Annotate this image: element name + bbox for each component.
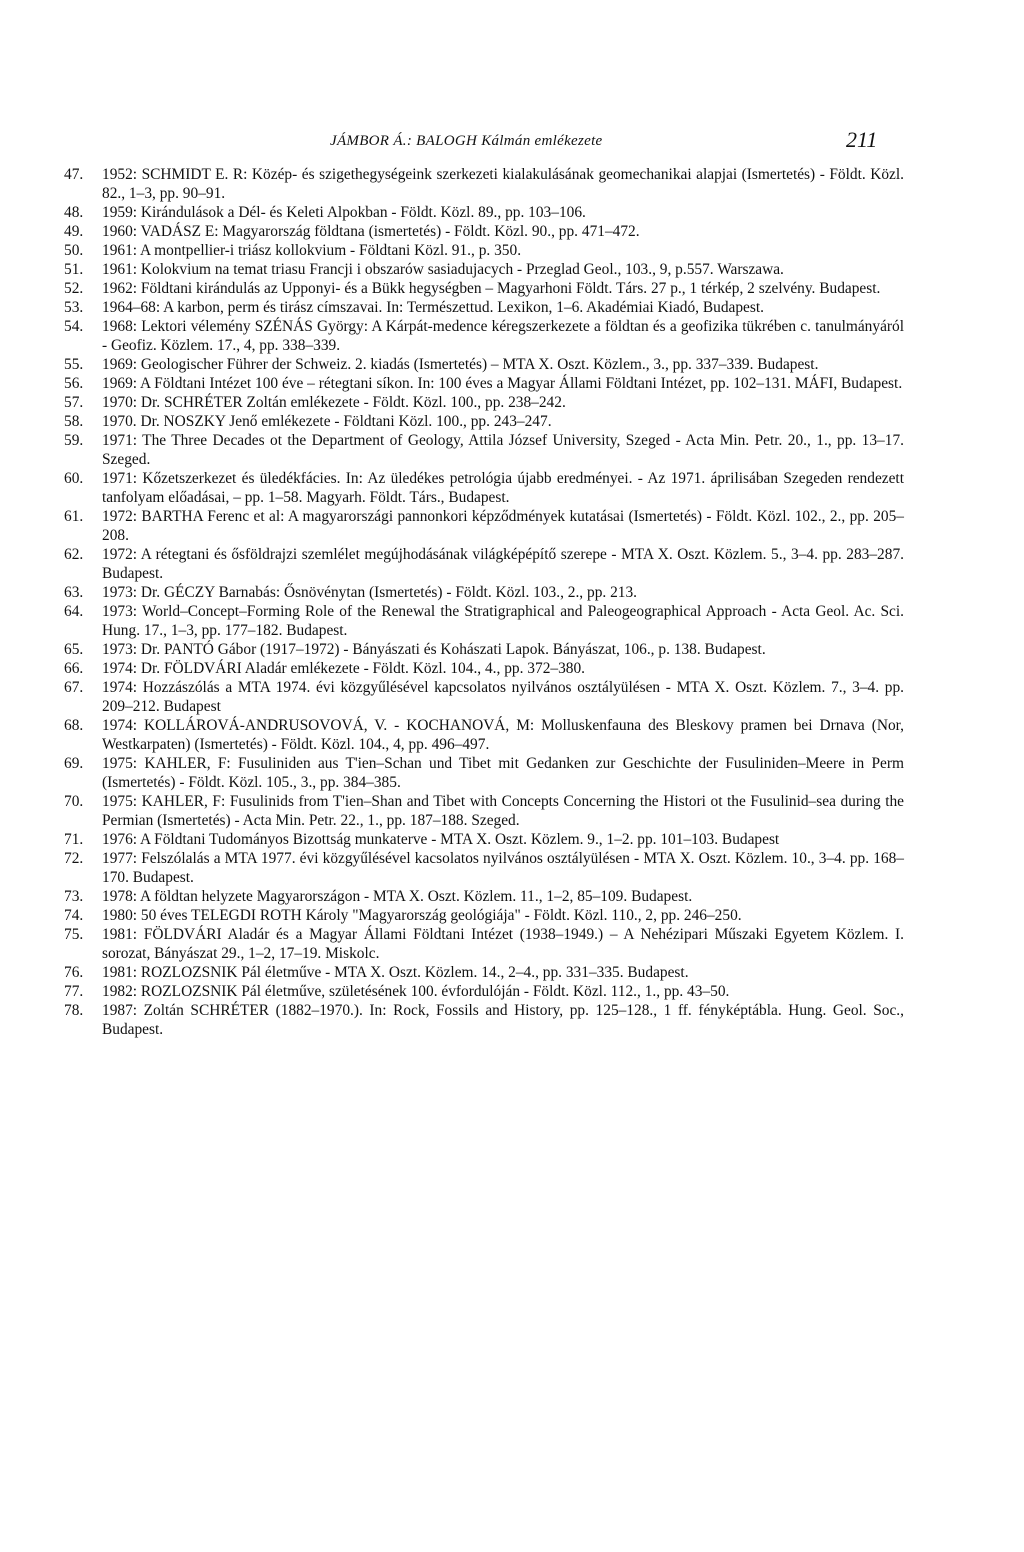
reference-number: 55.	[64, 356, 84, 373]
reference-number: 72.	[64, 850, 84, 867]
reference-number: 61.	[64, 508, 84, 525]
reference-item	[64, 830, 904, 849]
reference-text: 1972: A rétegtani és ősföldrajzi szemlélet megújhodásának világképépítő szerepe - MTA X. Oszt. Közlem. 5., 3–4. pp. 283–287. Budapest.	[102, 546, 904, 582]
reference-number: 56.	[64, 375, 84, 392]
reference-item	[64, 678, 904, 716]
reference-number: 62.	[64, 546, 84, 563]
reference-number: 57.	[64, 394, 84, 411]
reference-number: 58.	[64, 413, 84, 430]
reference-number: 52.	[64, 280, 84, 297]
reference-text: 1961: Kolokvium na temat triasu Francji i obszarów sasiadujacych - Przeglad Geol., 103., 9, p.557. Warszawa.	[102, 261, 784, 278]
reference-text: 1975: KAHLER, F: Fusuliniden aus T'ien–Schan und Tibet mit Gedanken zur Geschichte der Fusuliniden–Meere in Perm (Ismertetés) - Földt. Közl. 105., 3., pp. 384–385.	[102, 755, 904, 791]
reference-text: 1982: ROZLOZSNIK Pál életműve, születésének 100. évfordulóján - Földt. Közl. 112., 1., pp. 43–50.	[102, 983, 730, 1000]
reference-text: 1952: SCHMIDT E. R: Közép- és szigethegységeink szerkezeti kialakulásának geomechanikai alapjai (Ismertetés) - Földt. Közl. 82., 1–3, pp. 90–91.	[102, 166, 904, 202]
reference-item	[64, 374, 904, 393]
reference-text: 1969: A Földtani Intézet 100 éve – rétegtani síkon. In: 100 éves a Magyar Állami Földtani Intézet, pp. 102–131. MÁFI, Budapest.	[102, 375, 903, 392]
reference-number: 50.	[64, 242, 84, 259]
reference-number: 78.	[64, 1002, 84, 1019]
reference-item	[64, 716, 904, 754]
reference-item	[64, 602, 904, 640]
reference-text: 1977: Felszólalás a MTA 1977. évi közgyűlésével kacsolatos nyilvános osztályülésen - MTA X. Oszt. Közlem. 10., 3–4. pp. 168–170. Budapest.	[102, 850, 904, 886]
reference-number: 47.	[64, 166, 84, 183]
reference-item	[64, 887, 904, 906]
reference-item	[64, 203, 904, 222]
reference-text: 1971: Kőzetszerkezet és üledékfácies. In: Az üledékes petrológia újabb eredményei. - Az 1971. áprilisában Szegeden rendezett tanfolyam előadásai, – pp. 1–58. Magyarh. Földt. Társ., Budapest.	[102, 470, 904, 506]
reference-number: 69.	[64, 755, 84, 772]
reference-number: 60.	[64, 470, 84, 487]
reference-item	[64, 849, 904, 887]
running-header	[0, 127, 1024, 157]
reference-text: 1968: Lektori vélemény SZÉNÁS György: A Kárpát-medence kéregszerkezete a földtan és a geofizika tükrében c. tanulmányáról - Geofiz. Közlem. 17., 4, pp. 338–339.	[102, 318, 904, 354]
reference-item	[64, 279, 904, 298]
reference-text: 1973: World–Concept–Forming Role of the Renewal the Stratigraphical and Paleogeographical Approach - Acta Geol. Ac. Sci. Hung. 17., 1–3, pp. 177–182. Budapest.	[102, 603, 904, 639]
reference-item	[64, 640, 904, 659]
reference-number: 66.	[64, 660, 84, 677]
reference-number: 70.	[64, 793, 84, 810]
reference-text: 1962: Földtani kirándulás az Upponyi- és a Bükk hegységben – Magyarhoni Földt. Társ. 27 p., 1 térkép, 2 szelvény. Budapest.	[102, 280, 881, 297]
reference-item	[64, 355, 904, 374]
reference-text: 1971: The Three Decades ot the Department of Geology, Attila József University, Szeged - Acta Min. Petr. 20., 1., pp. 13–17. Szeged.	[102, 432, 904, 468]
reference-text: 1972: BARTHA Ferenc et al: A magyarországi pannonkori képződmények kutatásai (Ismertetés) - Földt. Közl. 102., 2., pp. 205–208.	[102, 508, 904, 544]
reference-item	[64, 982, 904, 1001]
reference-item	[64, 659, 904, 678]
reference-item	[64, 545, 904, 583]
reference-text: 1973: Dr. GÉCZY Barnabás: Ősnövénytan (Ismertetés) - Földt. Közl. 103., 2., pp. 213.	[102, 584, 638, 601]
reference-number: 51.	[64, 261, 84, 278]
reference-number: 74.	[64, 907, 84, 924]
reference-number: 48.	[64, 204, 84, 221]
reference-text: 1981: ROZLOZSNIK Pál életműve - MTA X. Oszt. Közlem. 14., 2–4., pp. 331–335. Budapest.	[102, 964, 689, 981]
reference-text: 1973: Dr. PANTÓ Gábor (1917–1972) - Bányászati és Kohászati Lapok. Bányászat, 106., p. 138. Budapest.	[102, 641, 766, 658]
reference-item	[64, 507, 904, 545]
reference-text: 1975: KAHLER, F: Fusulinids from T'ien–Shan and Tibet with Concepts Concerning the Histori ot the Fusulinid–sea during the Permian (Ismertetés) - Acta Min. Petr. 22., 1., pp. 187–188. Szeged.	[102, 793, 904, 829]
reference-number: 59.	[64, 432, 84, 449]
reference-number: 64.	[64, 603, 84, 620]
reference-number: 73.	[64, 888, 84, 905]
reference-item	[64, 754, 904, 792]
reference-item	[64, 393, 904, 412]
reference-text: 1974: KOLLÁROVÁ-ANDRUSOVOVÁ, V. - KOCHANOVÁ, M: Molluskenfauna des Bleskovy pramen bei Drnava (Nor, Westkarpaten) (Ismertetés) - Földt. Közl. 104., 4, pp. 496–497.	[102, 717, 904, 753]
reference-item	[64, 792, 904, 830]
header-title: JÁMBOR Á.: BALOGH Kálmán emlékezete	[330, 133, 603, 149]
reference-item	[64, 925, 904, 963]
reference-item	[64, 412, 904, 431]
reference-item	[64, 583, 904, 602]
reference-number: 76.	[64, 964, 84, 981]
reference-text: 1961: A montpellier-i triász kollokvium - Földtani Közl. 91., p. 350.	[102, 242, 522, 259]
reference-item	[64, 906, 904, 925]
reference-item	[64, 431, 904, 469]
reference-number: 53.	[64, 299, 84, 316]
reference-list	[64, 165, 904, 1039]
reference-number: 67.	[64, 679, 84, 696]
reference-text: 1976: A Földtani Tudományos Bizottság munkaterve - MTA X. Oszt. Közlem. 9., 1–2. pp. 101–103. Budapest	[102, 831, 780, 848]
reference-number: 71.	[64, 831, 84, 848]
reference-text: 1980: 50 éves TELEGDI ROTH Károly "Magyarország geológiája" - Földt. Közl. 110., 2, pp. 246–250.	[102, 907, 742, 924]
reference-text: 1969: Geologischer Führer der Schweiz. 2. kiadás (Ismertetés) – MTA X. Oszt. Közlem., 3., pp. 337–339. Budapest.	[102, 356, 819, 373]
page-number: 211	[846, 127, 878, 152]
reference-number: 63.	[64, 584, 84, 601]
reference-item	[64, 469, 904, 507]
reference-item	[64, 241, 904, 260]
reference-text: 1974: Dr. FÖLDVÁRI Aladár emlékezete - Földt. Közl. 104., 4., pp. 372–380.	[102, 660, 586, 677]
reference-text: 1970. Dr. NOSZKY Jenő emlékezete - Földtani Közl. 100., pp. 243–247.	[102, 413, 552, 430]
reference-item	[64, 963, 904, 982]
reference-item	[64, 1001, 904, 1039]
reference-text: 1974: Hozzászólás a MTA 1974. évi közgyűlésével kapcsolatos nyilvános osztályülésen - MTA X. Oszt. Közlem. 7., 3–4. pp. 209–212. Budapest	[102, 679, 904, 715]
reference-number: 68.	[64, 717, 84, 734]
reference-item	[64, 317, 904, 355]
reference-text: 1981: FÖLDVÁRI Aladár és a Magyar Állami Földtani Intézet (1938–1949.) – A Nehézipari Műszaki Egyetem Közlem. I. sorozat, Bányászat 29., 1–2, 17–19. Miskolc.	[102, 926, 904, 962]
reference-text: 1978: A földtan helyzete Magyarországon - MTA X. Oszt. Közlem. 11., 1–2, 85–109. Budapest.	[102, 888, 693, 905]
reference-text: 1964–68: A karbon, perm és tirász címszavai. In: Természettud. Lexikon, 1–6. Akadémiai Kiadó, Budapest.	[102, 299, 764, 316]
reference-number: 65.	[64, 641, 84, 658]
reference-number: 77.	[64, 983, 84, 1000]
reference-text: 1960: VADÁSZ E: Magyarország földtana (ismertetés) - Földt. Közl. 90., pp. 471–472.	[102, 223, 640, 240]
reference-number: 49.	[64, 223, 84, 240]
reference-item	[64, 298, 904, 317]
reference-number: 75.	[64, 926, 84, 943]
reference-item	[64, 222, 904, 241]
reference-text: 1959: Kirándulások a Dél- és Keleti Alpokban - Földt. Közl. 89., pp. 103–106.	[102, 204, 586, 221]
reference-number: 54.	[64, 318, 84, 335]
reference-item	[64, 165, 904, 203]
reference-text: 1987: Zoltán SCHRÉTER (1882–1970.). In: Rock, Fossils and History, pp. 125–128., 1 ff. fényképtábla. Hung. Geol. Soc., Budapest.	[102, 1002, 904, 1038]
reference-text: 1970: Dr. SCHRÉTER Zoltán emlékezete - Földt. Közl. 100., pp. 238–242.	[102, 394, 566, 411]
reference-item	[64, 260, 904, 279]
